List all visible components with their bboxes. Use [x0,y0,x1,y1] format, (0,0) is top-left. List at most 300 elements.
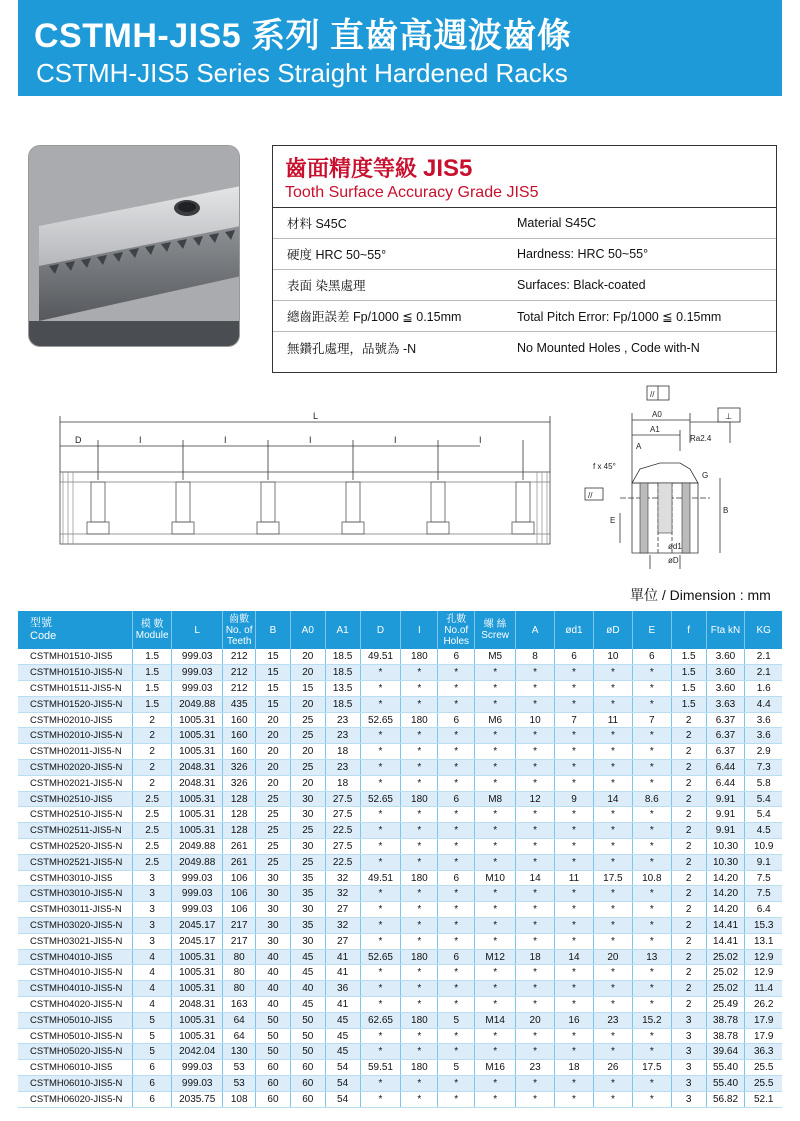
table-cell: * [401,665,438,681]
table-cell: * [475,823,516,839]
cell-code: CSTMH02010-JIS5-N [18,728,133,744]
table-cell: 12.9 [745,949,782,965]
table-cell: 30 [290,933,325,949]
table-cell: * [593,854,632,870]
table-cell: * [438,965,475,981]
table-cell: * [593,997,632,1013]
table-cell: * [475,760,516,776]
table-cell: 3 [671,1044,706,1060]
table-cell: * [360,728,401,744]
cell-code: CSTMH02521-JIS5-N [18,854,133,870]
table-cell: 18.5 [325,665,360,681]
table-cell: 128 [223,791,256,807]
table-cell: 15 [256,696,291,712]
table-cell: * [438,933,475,949]
table-cell: * [593,665,632,681]
table-cell: 3 [671,1028,706,1044]
table-cell: * [438,854,475,870]
table-cell: * [360,965,401,981]
table-cell: 180 [401,949,438,965]
title-english: CSTMH-JIS5 Series Straight Hardened Racks [36,58,568,88]
table-cell: * [475,981,516,997]
table-cell: 12.9 [745,965,782,981]
table-cell: * [438,728,475,744]
table-cell: * [593,965,632,981]
table-cell: 6 [632,649,671,665]
table-cell: 36.3 [745,1044,782,1060]
table-cell: * [475,775,516,791]
table-cell: 20 [256,775,291,791]
table-cell: 10 [516,712,555,728]
spec-row [273,332,776,363]
table-cell: 11 [593,712,632,728]
table-cell: 2 [671,933,706,949]
table-cell: * [632,854,671,870]
table-cell: 10.30 [706,854,745,870]
table-cell: 2 [671,712,706,728]
table-cell: * [401,760,438,776]
table-cell: * [632,760,671,776]
table-cell: * [555,1091,594,1107]
column-header-en: Code [30,630,57,642]
table-cell: M8 [475,791,516,807]
table-cell: 3 [133,933,172,949]
table-cell: 12 [516,791,555,807]
column-header-en: D [376,624,385,636]
table-cell: 217 [223,918,256,934]
cell-code: CSTMH01510-JIS5 [18,649,133,665]
table-cell: 45 [290,997,325,1013]
table-cell: 999.03 [172,649,223,665]
table-cell: * [593,933,632,949]
spec-row-chinese: 表面 染黑處理 [287,279,366,293]
table-cell: * [401,886,438,902]
table-cell: 3 [671,1060,706,1076]
table-cell: 23 [325,760,360,776]
column-header [290,611,325,649]
table-cell: 999.03 [172,886,223,902]
table-cell: * [475,728,516,744]
label-chamfer: f x 45° [593,462,616,471]
table-cell: 999.03 [172,1076,223,1092]
table-cell: * [555,681,594,697]
rack-photo-illustration [29,146,240,347]
column-header [475,611,516,649]
table-cell: 60 [256,1091,291,1107]
column-header [325,611,360,649]
table-cell: 38.78 [706,1012,745,1028]
table-cell: * [401,1028,438,1044]
table-cell: 5 [133,1012,172,1028]
table-cell: 25 [256,791,291,807]
table-cell: * [593,1091,632,1107]
table-cell: * [360,981,401,997]
table-cell: 16 [555,1012,594,1028]
table-cell: * [401,681,438,697]
table-cell: 2 [133,712,172,728]
table-row [18,933,782,949]
table-cell: * [593,775,632,791]
table-cell: * [475,997,516,1013]
table-cell: 7.5 [745,886,782,902]
table-cell: 180 [401,791,438,807]
column-header-cn: 模 數 [140,619,164,630]
table-cell: 25.02 [706,981,745,997]
table-cell: 5.4 [745,807,782,823]
table-cell: 25 [290,760,325,776]
table-cell: 5 [438,1060,475,1076]
table-cell: 35 [290,870,325,886]
column-header [438,611,475,649]
table-cell: 6.37 [706,744,745,760]
table-cell: 1.5 [671,681,706,697]
table-cell: * [632,1076,671,1092]
table-cell: * [401,744,438,760]
table-cell: 4 [133,949,172,965]
table-row [18,1076,782,1092]
table-cell: 23 [325,712,360,728]
table-cell: 2 [671,839,706,855]
table-cell: 25.5 [745,1076,782,1092]
table-cell: 14.41 [706,918,745,934]
table-cell: 1.5 [133,649,172,665]
table-cell: 23 [593,1012,632,1028]
table-cell: * [475,744,516,760]
table-cell: * [438,1028,475,1044]
table-cell: 40 [256,949,291,965]
table-cell: 1005.31 [172,791,223,807]
table-cell: 60 [256,1076,291,1092]
table-row [18,1091,782,1107]
symbol-parallel-side: // [588,491,593,500]
cell-code: CSTMH02010-JIS5 [18,712,133,728]
cell-code: CSTMH02021-JIS5-N [18,775,133,791]
column-header-en: A [531,624,539,636]
table-cell: * [593,902,632,918]
table-cell: 18.5 [325,649,360,665]
table-cell: * [360,696,401,712]
dim-I-4: I [394,435,397,445]
table-cell: 1.6 [745,681,782,697]
table-cell: * [475,965,516,981]
table-cell: 39.64 [706,1044,745,1060]
table-row [18,744,782,760]
table-cell: * [438,1044,475,1060]
table-row [18,839,782,855]
table-cell: * [632,681,671,697]
table-cell: 20 [290,775,325,791]
spec-box [272,145,777,373]
table-row [18,981,782,997]
table-cell: * [555,965,594,981]
table-cell: * [555,933,594,949]
table-row [18,965,782,981]
table-cell: * [401,696,438,712]
table-cell: * [360,854,401,870]
table-cell: 50 [290,1028,325,1044]
table-cell: 2.1 [745,665,782,681]
spec-title-english: Tooth Surface Accuracy Grade JIS5 [285,184,539,201]
table-cell: * [516,665,555,681]
column-header-en: A1 [336,624,349,636]
cell-code: CSTMH05010-JIS5 [18,1012,133,1028]
column-header [172,611,223,649]
table-cell: 1005.31 [172,965,223,981]
table-cell: * [475,681,516,697]
table-cell: * [555,839,594,855]
dim-D-bore: øD [668,556,679,565]
table-cell: 2.5 [133,791,172,807]
table-cell: 160 [223,728,256,744]
table-cell: 15 [256,665,291,681]
table-cell: 14 [593,791,632,807]
table-cell: * [632,1044,671,1060]
table-row [18,728,782,744]
cell-code: CSTMH01510-JIS5-N [18,665,133,681]
table-cell: * [475,665,516,681]
table-cell: * [516,681,555,697]
table-body [18,649,782,1107]
table-cell: * [516,902,555,918]
table-cell: 180 [401,649,438,665]
table-cell: * [593,886,632,902]
table-cell: * [555,728,594,744]
table-cell: 20 [256,712,291,728]
table-cell: 326 [223,775,256,791]
table-cell: * [401,1044,438,1060]
cell-code: CSTMH02510-JIS5-N [18,807,133,823]
table-cell: 50 [290,1044,325,1060]
table-cell: 3 [671,1012,706,1028]
table-cell: 18 [516,949,555,965]
cell-code: CSTMH01511-JIS5-N [18,681,133,697]
table-cell: * [516,918,555,934]
column-header-en: L [194,624,200,636]
table-cell: 4 [133,965,172,981]
spec-row-english: No Mounted Holes , Code with-N [517,340,700,355]
table-cell: * [438,902,475,918]
column-header-en: A0 [301,624,314,636]
table-cell: * [516,1076,555,1092]
table-cell: 52.1 [745,1091,782,1107]
table-cell: * [438,1076,475,1092]
table-row [18,712,782,728]
table-cell: 2.1 [745,649,782,665]
dim-B: B [723,506,729,515]
spec-row-english: Material S45C [517,216,597,230]
table-cell: 6 [555,649,594,665]
table-cell: * [632,839,671,855]
table-cell: * [438,760,475,776]
table-cell: 26.2 [745,997,782,1013]
table-cell: 32 [325,886,360,902]
table-cell: 2042.04 [172,1044,223,1060]
table-cell: 1005.31 [172,981,223,997]
table-cell: 25.02 [706,949,745,965]
table-cell: 14 [555,949,594,965]
spec-row-chinese: 材料 S45C [287,217,347,231]
table-cell: 60 [290,1060,325,1076]
table-cell: 27.5 [325,839,360,855]
table-cell: 2048.31 [172,997,223,1013]
table-cell: 7.5 [745,870,782,886]
table-cell: M10 [475,870,516,886]
table-cell: * [555,744,594,760]
spec-rows [273,208,776,363]
table-cell: * [475,839,516,855]
table-cell: * [555,665,594,681]
table-cell: 4.5 [745,823,782,839]
table-cell: * [360,902,401,918]
table-cell: 14.20 [706,902,745,918]
table-cell: 9 [555,791,594,807]
table-cell: * [360,681,401,697]
table-cell: * [475,807,516,823]
table-header-row [18,611,782,649]
table-cell: * [516,854,555,870]
table-cell: * [438,696,475,712]
table-cell: 25.5 [745,1060,782,1076]
table-cell: 41 [325,997,360,1013]
table-cell: * [438,886,475,902]
table-cell: 30 [290,791,325,807]
table-cell: * [401,728,438,744]
table-cell: 40 [256,997,291,1013]
table-cell: * [516,997,555,1013]
table-cell: * [632,1091,671,1107]
table-cell: 217 [223,933,256,949]
table-cell: 45 [325,1028,360,1044]
table-cell: 20 [256,744,291,760]
column-header [133,611,172,649]
table-row [18,807,782,823]
table-cell: 2.5 [133,823,172,839]
cell-code: CSTMH02511-JIS5-N [18,823,133,839]
table-cell: * [475,902,516,918]
table-cell: 212 [223,681,256,697]
spec-row-chinese: 硬度 HRC 50~55° [287,248,387,262]
table-cell: 999.03 [172,681,223,697]
spec-row [273,301,776,332]
table-cell: * [401,854,438,870]
spec-row-english: Hardness: HRC 50~55° [517,247,649,261]
table-cell: * [593,981,632,997]
spec-row-english: Total Pitch Error: Fp/1000 ≦ 0.15mm [517,309,722,324]
column-header-en: B [269,624,277,636]
table-cell: 23 [516,1060,555,1076]
table-cell: 10.30 [706,839,745,855]
dim-I-5: I [479,435,482,445]
table-cell: 2048.31 [172,775,223,791]
spec-row [273,239,776,270]
table-cell: 5 [133,1044,172,1060]
table-cell: 2.5 [133,807,172,823]
table-cell: * [593,1044,632,1060]
table-cell: * [555,886,594,902]
table-cell: * [438,839,475,855]
table-cell: 54 [325,1091,360,1107]
table-cell: 435 [223,696,256,712]
table-cell: 2 [671,760,706,776]
table-cell: 1.5 [133,665,172,681]
table-cell: 2048.31 [172,760,223,776]
table-cell: 64 [223,1028,256,1044]
dim-A: A [636,442,642,451]
table-cell: 27.5 [325,791,360,807]
table-cell: * [438,823,475,839]
table-cell: * [555,696,594,712]
table-row [18,854,782,870]
table-cell: * [360,1076,401,1092]
spec-title-cn-text: 齒面精度等級 [285,156,418,181]
table-cell: 2.5 [133,839,172,855]
table-cell: 2 [671,823,706,839]
table-cell: 52.65 [360,791,401,807]
table-cell: 2 [133,760,172,776]
table-cell: 2 [671,886,706,902]
table-cell: 18 [555,1060,594,1076]
table-cell: 45 [290,949,325,965]
table-cell: 128 [223,823,256,839]
table-cell: * [632,997,671,1013]
table-cell: 15.2 [632,1012,671,1028]
column-header-en: E [648,624,656,636]
table-cell: 50 [256,1028,291,1044]
table-cell: 6.44 [706,775,745,791]
page-header [18,0,782,96]
table-cell: 1005.31 [172,807,223,823]
table-cell: * [593,681,632,697]
rack-front-view-drawing [55,410,560,548]
table-cell: * [555,760,594,776]
table-cell: 1.5 [133,681,172,697]
table-cell: 2 [671,807,706,823]
column-header [223,611,256,649]
table-cell: * [516,760,555,776]
table-cell: * [632,696,671,712]
table-cell: 9.91 [706,791,745,807]
column-header [401,611,438,649]
table-cell: 3 [133,870,172,886]
cell-code: CSTMH06010-JIS5 [18,1060,133,1076]
table-cell: * [360,665,401,681]
table-cell: * [632,665,671,681]
table-cell: 1005.31 [172,744,223,760]
cell-code: CSTMH03021-JIS5-N [18,933,133,949]
table-cell: 1005.31 [172,1012,223,1028]
table-cell: 261 [223,854,256,870]
table-cell: 25 [256,854,291,870]
column-header-en: f [687,624,691,636]
table-cell: 30 [256,902,291,918]
table-cell: * [632,965,671,981]
table-cell: * [401,918,438,934]
table-cell: 20 [256,760,291,776]
table-cell: 3.6 [745,728,782,744]
cell-code: CSTMH03020-JIS5-N [18,918,133,934]
table-row [18,997,782,1013]
table-cell: * [555,918,594,934]
table-cell: 20 [256,728,291,744]
table-cell: * [555,997,594,1013]
table-cell: * [555,1028,594,1044]
table-row [18,665,782,681]
table-cell: 160 [223,712,256,728]
table-cell: 9.91 [706,807,745,823]
table-cell: 2.5 [133,854,172,870]
table-cell: 25.49 [706,997,745,1013]
table-cell: 999.03 [172,665,223,681]
